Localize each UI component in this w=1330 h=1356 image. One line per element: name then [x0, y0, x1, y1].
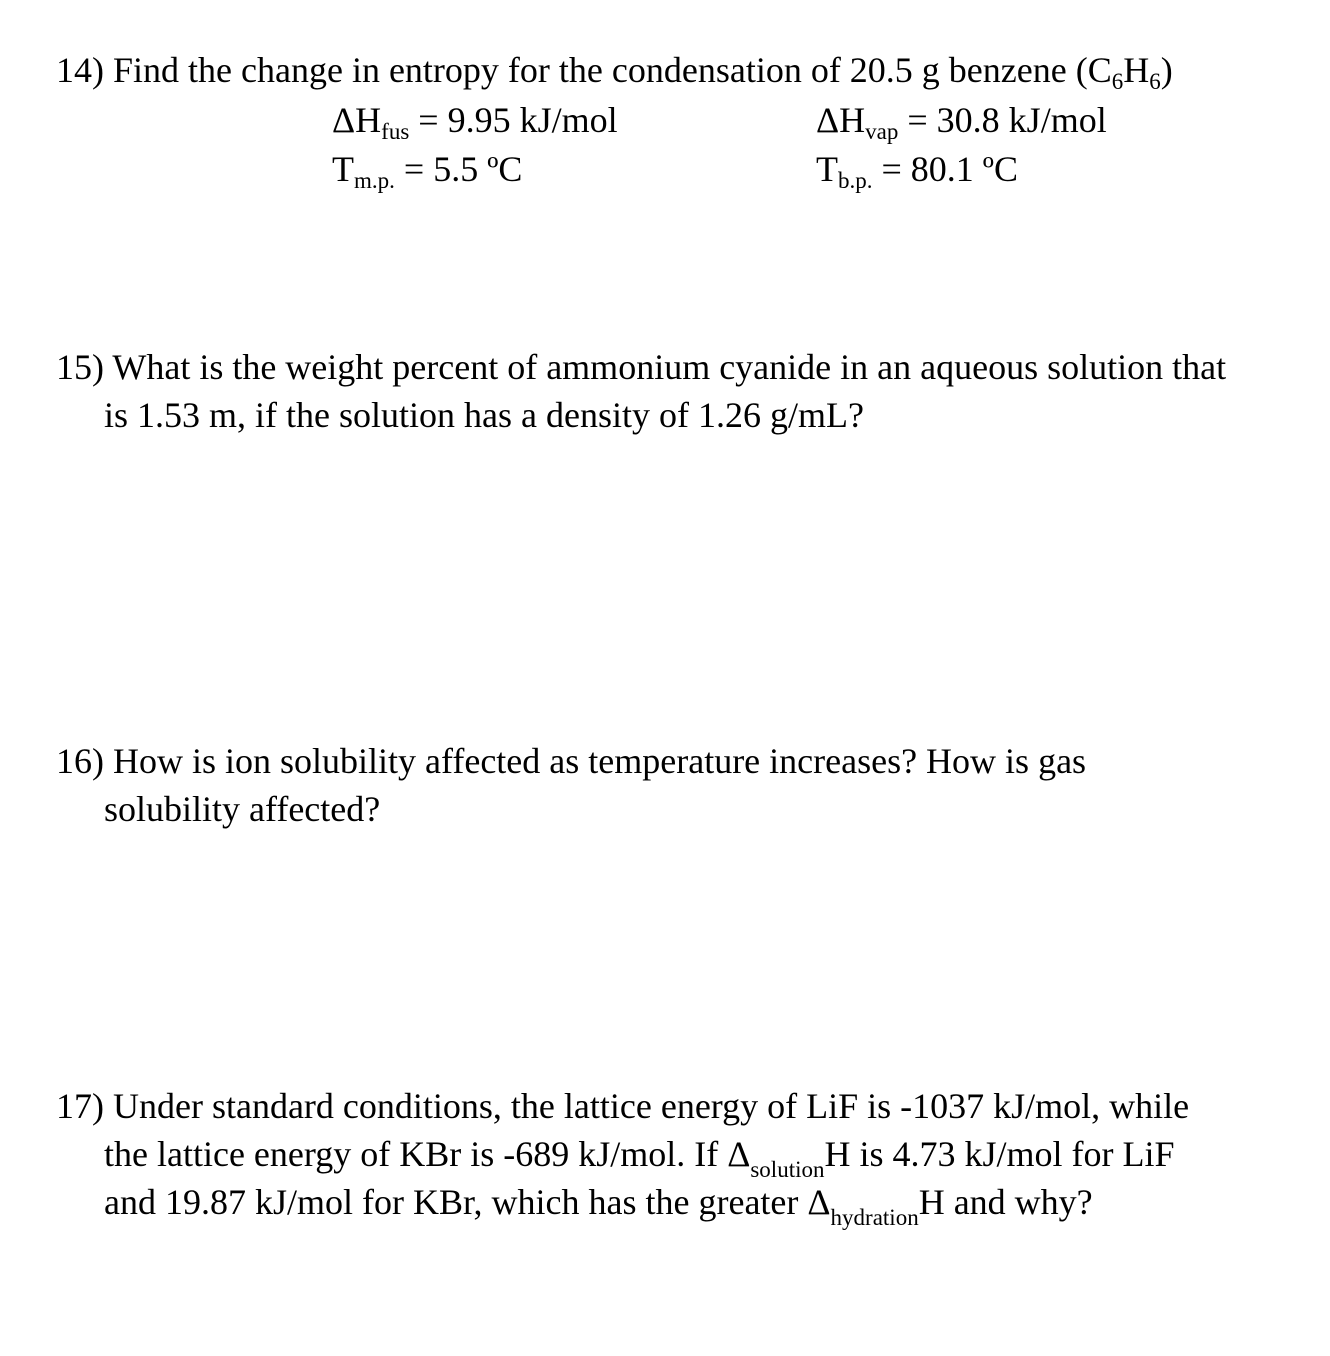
question-16-line-1: 16) How is ion solubility affected as temperature increases? How is gas	[56, 741, 1087, 781]
boiling-point: $T_{b.p.} = 80.1$ ºC	[816, 149, 1018, 193]
question-17-line-2: the lattice energy of KBr is -689 kJ/mol. If $\Delta_{solution}H$ is 4.73 kJ/mol for LiF	[104, 1134, 1175, 1182]
question-17	[56, 1082, 1296, 1230]
enthalpy-vaporization: $\Delta H_{vap} = 30.8$ kJ/mol	[816, 100, 1107, 144]
question-number: 17)	[56, 1086, 104, 1126]
enthalpy-fusion: $\Delta H_{fus} = 9.95$ kJ/mol	[332, 100, 618, 144]
question-17-line-1: 17) Under standard conditions, the lattice energy of LiF is -1037 kJ/mol, while	[56, 1086, 1190, 1126]
question-number: 16)	[56, 741, 104, 781]
question-number: 15)	[56, 347, 104, 387]
question-15	[56, 343, 1296, 439]
question-15-line-1: 15) What is the weight percent of ammonium cyanide in an aqueous solution that	[56, 347, 1227, 387]
question-14	[56, 46, 1296, 94]
question-17-line-3: and 19.87 kJ/mol for KBr, which has the greater $\Delta_{hydration}H$ and why?	[104, 1182, 1093, 1230]
melting-point: $T_{m.p.} = 5.5$ ºC	[332, 149, 523, 193]
question-number: 14)	[56, 50, 104, 90]
question-15-line-2: is 1.53 m, if the solution has a density of 1.26 g/mL?	[104, 395, 864, 435]
question-16	[56, 737, 1296, 833]
question-16-line-2: solubility affected?	[104, 789, 381, 829]
question-14-prompt: 14) Find the change in entropy for the condensation of 20.5 g benzene $(C_6H_6)$	[56, 50, 1173, 94]
